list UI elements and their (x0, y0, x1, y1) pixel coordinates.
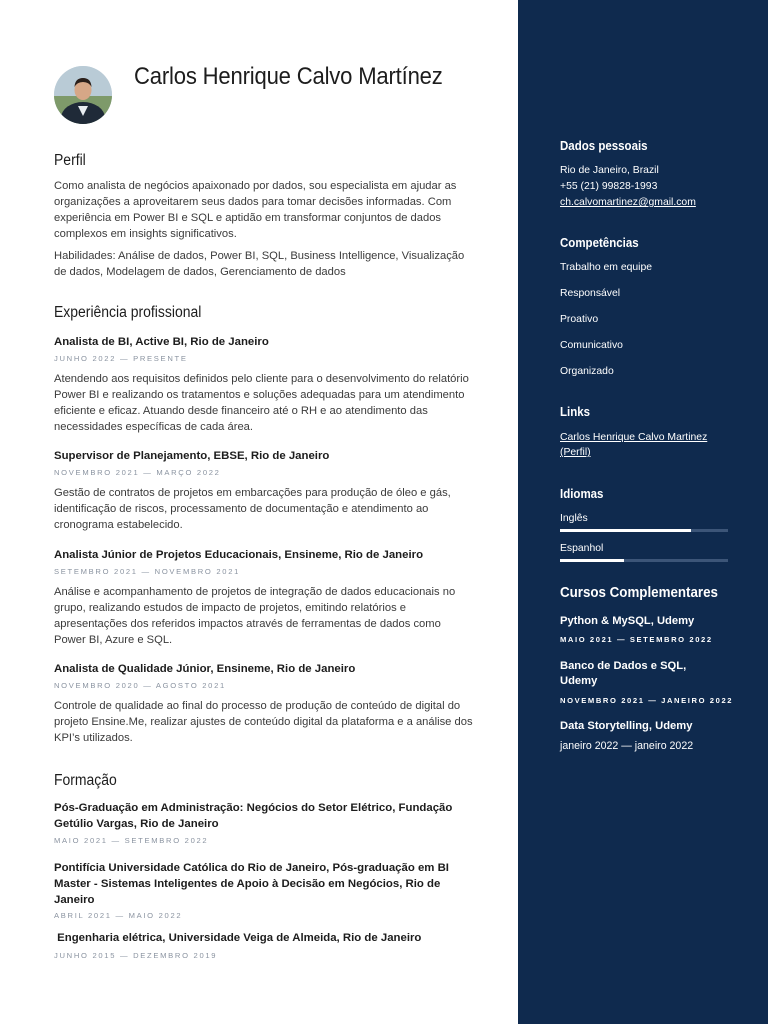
course-date: NOVEMBRO 2021 — JANEIRO 2022 (560, 696, 734, 705)
job-date: NOVEMBRO 2021 — MARÇO 2022 (54, 468, 221, 477)
education-date: ABRIL 2021 — MAIO 2022 (54, 911, 183, 920)
language-level-fill (560, 559, 624, 562)
profile-link[interactable]: Carlos Henrique Calvo Martinez (Perfil) (560, 432, 708, 458)
profile-summary: Como analista de negócios apaixonado por dados, sou especialista em ajudar as organizações a aproveitarem seus dados para tomar decisões informadas. Com experiência em Power BI e SQL e aptidão em transformar conjuntos de dados complexos em insights significativos. (54, 180, 457, 240)
education-section-title: Formação (54, 772, 117, 789)
personal-phone: +55 (21) 99828-1993 (560, 181, 658, 192)
education-degree: Engenharia elétrica, Universidade Veiga de Almeida, Rio de Janeiro (54, 932, 422, 944)
job-description: Análise e acompanhamento de projetos de integração de dados educacionais no grupo, realizando estudos de impacto de projetos, emitindo relatórios e apresentações dos referidos impactos através de ferramentas de dados como Power BI, Azure e SQL. (54, 586, 456, 646)
language-level-fill (560, 529, 691, 532)
competency-item: Organizado (560, 366, 614, 377)
courses-title: Cursos Complementares (560, 585, 718, 601)
competencies-title: Competências (560, 236, 639, 250)
language-level-bar (560, 529, 728, 532)
languages-title: Idiomas (560, 487, 604, 501)
language-name: Inglês (560, 513, 588, 524)
profile-photo-icon (54, 66, 112, 124)
language-level-bar (560, 559, 728, 562)
competency-item: Responsável (560, 288, 621, 299)
profile-skills: Habilidades: Análise de dados, Power BI, SQL, Business Intelligence, Visualização de dados, Modelagem de dados, Gerenciamento de dados (54, 250, 465, 278)
course-date: MAIO 2021 — SETEMBRO 2022 (560, 635, 713, 644)
competency-item: Proativo (560, 314, 599, 325)
sidebar (518, 0, 768, 1024)
experience-section-title: Experiência profissional (54, 304, 202, 321)
education-date: JUNHO 2015 — DEZEMBRO 2019 (54, 951, 218, 960)
profile-section-title: Perfil (54, 152, 86, 169)
job-date: SETEMBRO 2021 — NOVEMBRO 2021 (54, 567, 241, 576)
education-degree: Pontifícia Universidade Católica do Rio de Janeiro, Pós-graduação em BI Master - Sistemas Inteligentes de Apoio à Decisão em Negócios, Rio de Janeiro (54, 862, 449, 906)
course-title: Banco de Dados e SQL, Udemy (560, 660, 687, 687)
job-title: Supervisor de Planejamento, EBSE, Rio de Janeiro (54, 450, 330, 462)
links-title: Links (560, 405, 591, 419)
resume-header (54, 62, 494, 122)
job-date: NOVEMBRO 2020 — AGOSTO 2021 (54, 681, 226, 690)
job-description: Gestão de contratos de projetos em embarcações para produção de óleo e gás, identificação de riscos, processamento de documentação e atendimento ao cronograma estabelecido. (54, 487, 451, 531)
job-title: Analista Júnior de Projetos Educacionais, Ensineme, Rio de Janeiro (54, 549, 424, 561)
avatar (54, 66, 112, 124)
job-description: Controle de qualidade ao final do processo de produção de conteúdo de digital do projeto Ensine.Me, realizar ajustes de conteúdo digital da plataforma e a análise dos KPI’s utilizados. (54, 700, 473, 744)
course-title: Data Storytelling, Udemy (560, 720, 693, 732)
course-date: janeiro 2022 — janeiro 2022 (560, 740, 694, 752)
education-degree: Pós-Graduação em Administração: Negócios do Setor Elétrico, Fundação Getúlio Vargas, Rio de Janeiro (54, 802, 453, 830)
personal-data-title: Dados pessoais (560, 139, 648, 153)
candidate-name: Carlos Henrique Calvo Martínez (134, 63, 443, 90)
competency-item: Trabalho em equipe (560, 262, 653, 273)
job-title: Analista de Qualidade Júnior, Ensineme, Rio de Janeiro (54, 663, 356, 675)
education-date: MAIO 2021 — SETEMBRO 2022 (54, 836, 209, 845)
job-date: JUNHO 2022 — PRESENTE (54, 354, 188, 363)
language-name: Espanhol (560, 543, 604, 554)
job-title: Analista de BI, Active BI, Rio de Janeiro (54, 336, 269, 348)
personal-location: Rio de Janeiro, Brazil (560, 165, 659, 176)
course-title: Python & MySQL, Udemy (560, 615, 695, 627)
competency-item: Comunicativo (560, 340, 623, 351)
job-description: Atendendo aos requisitos definidos pelo cliente para o desenvolvimento do relatório Power BI e realizando os tratamentos e soluções adequadas para um atendimento eficiente e eficaz. Atuando desde financeiro até o RH e ao atendimento das necessidades específicas de cada área. (54, 373, 469, 433)
personal-email-link[interactable]: ch.calvomartinez@gmail.com (560, 197, 696, 208)
